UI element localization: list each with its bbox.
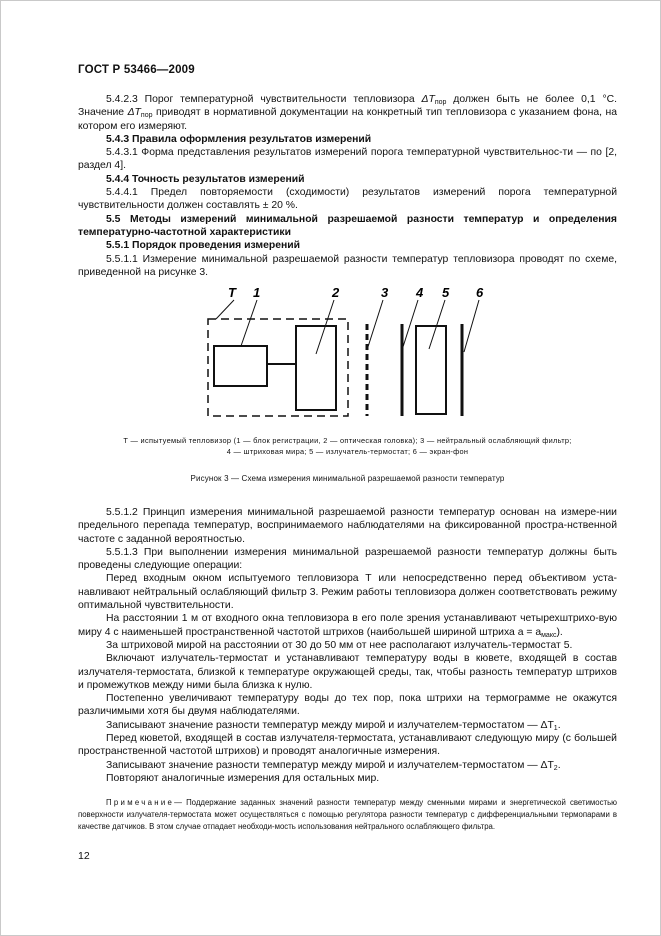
heading-5-4-4: 5.4.4 Точность результатов измерений [106,173,305,185]
para-step-5: Постепенно увеличивают температуру воды до тех пор, пока штрихи на термограмме не окажутся различимыми хотя бы двумя наблюдателями. [78,693,617,718]
leader-6 [464,300,479,352]
para-step-1: Перед входным окном испытуемого тепловизора Т или непосредственно перед объективом уста-навливают нейтральный ослабляющий фильтр 3. Режим работы тепловизора должен соответствовать режиму оптимальной чувствительности. [78,573,617,612]
para-5-5-1-1: 5.5.1.1 Измерение минимальной разрешаемой разности температур тепловизора проводят по схеме, приведенной на рисунке 3. [78,253,617,278]
blackbody-source [416,326,446,414]
heading-5-4-3: 5.4.3 Правила оформления результатов измерений [106,133,372,145]
document-header: ГОСТ Р 53466—2009 [78,64,195,76]
block-registration [214,346,267,386]
thermal-imager-frame [208,319,348,416]
figure-caption: Рисунок 3 — Схема измерения минимальной разрешаемой разности температур [190,474,505,483]
para-5-4-4-1: 5.4.4.1 Предел повторяемости (сходимости) результатов измерений порога температурной чувствительности должен составлять ± 20 %. [78,187,617,212]
label-4: 4 [416,285,424,300]
delta-t-symbol: ΔT [421,94,435,105]
para-text: приводят в нормативной документации на конкретный тип тепловизора с указанием фона, на котором его измеряют. [78,107,617,132]
para-5-5-1-3: 5.5.1.3 При выполнении измерения минимальной разрешаемой разности температур должны быть проведены следующие операции: [78,546,617,572]
para-text: 5.4.2.3 Порог температурной чувствительности тепловизора [106,94,422,105]
para-text: На расстоянии 1 м от входного окна тепловизора в его поле зрения устанавливают четырехштрихо-вую миру 4 с наименьшей пространственной частотой штрихов (наибольшей шириной штриха а = а [78,613,617,638]
heading-5-5-1: 5.5.1 Порядок проведения измерений [106,240,301,252]
schematic-drawing [78,282,617,417]
para-text: Записывают значение разности температур между мирой и излучателем-термостатом — ΔT [106,719,554,731]
para-5-4-3-1: 5.4.3.1 Форма представления результатов измерений порога температурной чувствительнос-ти — по [2, раздел 4]. [78,147,617,172]
figure-3-diagram [78,282,617,412]
note-block [78,797,617,833]
leader-T [216,300,234,319]
label-6: 6 [476,285,484,300]
leader-5 [429,300,445,349]
subscript-1: 1 [553,724,558,732]
note-text: — Поддержание заданных значений разности температур между сменными мирами и энергетической светимостью поверхности излучателя-термостата может осуществляться с помощью регулятора разности температур с дифференциальными термопарами в качестве датчиков. В этом случае отпадает необходи-мость использования нейтрального ослабляющего фильтра. [78,798,617,831]
label-2: 2 [332,285,340,300]
leader-3 [367,300,383,350]
figure-legend [78,435,617,457]
subscript-max: макс [541,631,557,639]
para-text: Записывают значение разности температур между мирой и излучателем-термостатом — ΔT [106,759,554,771]
para-step-9: Повторяют аналогичные измерения для остальных мир. [106,772,380,784]
para-step-4: Включают излучатель-термостат и устанавливают температуру воды в кювете, входящей в состав излучателя-термостата, близкой к температуре окружающей среды, так, чтобы разность температур штрихов и промежутков между ними была близка к нулю. [78,653,617,691]
label-1: 1 [253,285,261,300]
para-step-3: За штриховой мирой на расстоянии от 30 до 50 мм от нее располагают излучатель-термостат 5. [106,639,573,651]
para-text: Значение [78,107,128,119]
para-step-8: Записывают значение разности температур между мирой и излучателем-термостатом — $\Delta T_2$. [106,759,561,772]
label-T: Т [228,285,236,300]
para-5-5-1-2: 5.5.1.2 Принцип измерения минимальной разрешаемой разности температур основан на измере-нии предельного перепада температур, воспринимаемого наблюдателями на фиксированной простра-нственной частоте с заданной вероятностью. [78,507,617,545]
heading-5-5: 5.5 Методы измерений минимальной разрешаемой разности температур и определения температурно-частотной характеристики [78,213,617,238]
delta-t-sub: пор [140,112,153,120]
para-step-7: Перед кюветой, входящей в состав излучателя-термостата, устанавливают следующую миру (с большей пространственной частотой штрихов) и проводят аналогичные измерения. [78,733,617,758]
subscript-2: 2 [553,764,558,772]
page-number: 12 [78,850,90,862]
body-bottom [78,506,617,785]
note-label: Примечание [106,798,175,807]
note-paragraph [78,797,617,833]
legend-line-1: Т — испытуемый тепловизор (1 — блок регистрации, 2 — оптическая головка); 3 — нейтральный ослабляющий фильтр; [123,436,572,445]
para-step-6: Записывают значение разности температур между мирой и излучателем-термостатом — $\Delta T_1$. [106,719,561,732]
delta-t-sub: пор [434,99,447,106]
para-step-2: На расстоянии 1 м от входного окна тепловизора в его поле зрения устанавливают четырехштрихо-вую миру 4 с наименьшей пространственной частотой штрихов (наибольшей шириной штриха $а = а_{макс}$). [78,613,617,639]
label-5: 5 [442,285,450,300]
delta-t-symbol: ΔT [127,107,141,119]
label-3: 3 [381,285,389,300]
para-5-4-2-3 [78,93,617,133]
block-optical-head [296,326,336,410]
legend-line-2: 4 — штриховая мира; 5 — излучатель-термостат; 6 — экран-фон [226,447,469,456]
leader-1 [241,300,257,346]
body-top [78,93,617,279]
para-text: должен быть не более 0,1 °С. [446,94,618,105]
